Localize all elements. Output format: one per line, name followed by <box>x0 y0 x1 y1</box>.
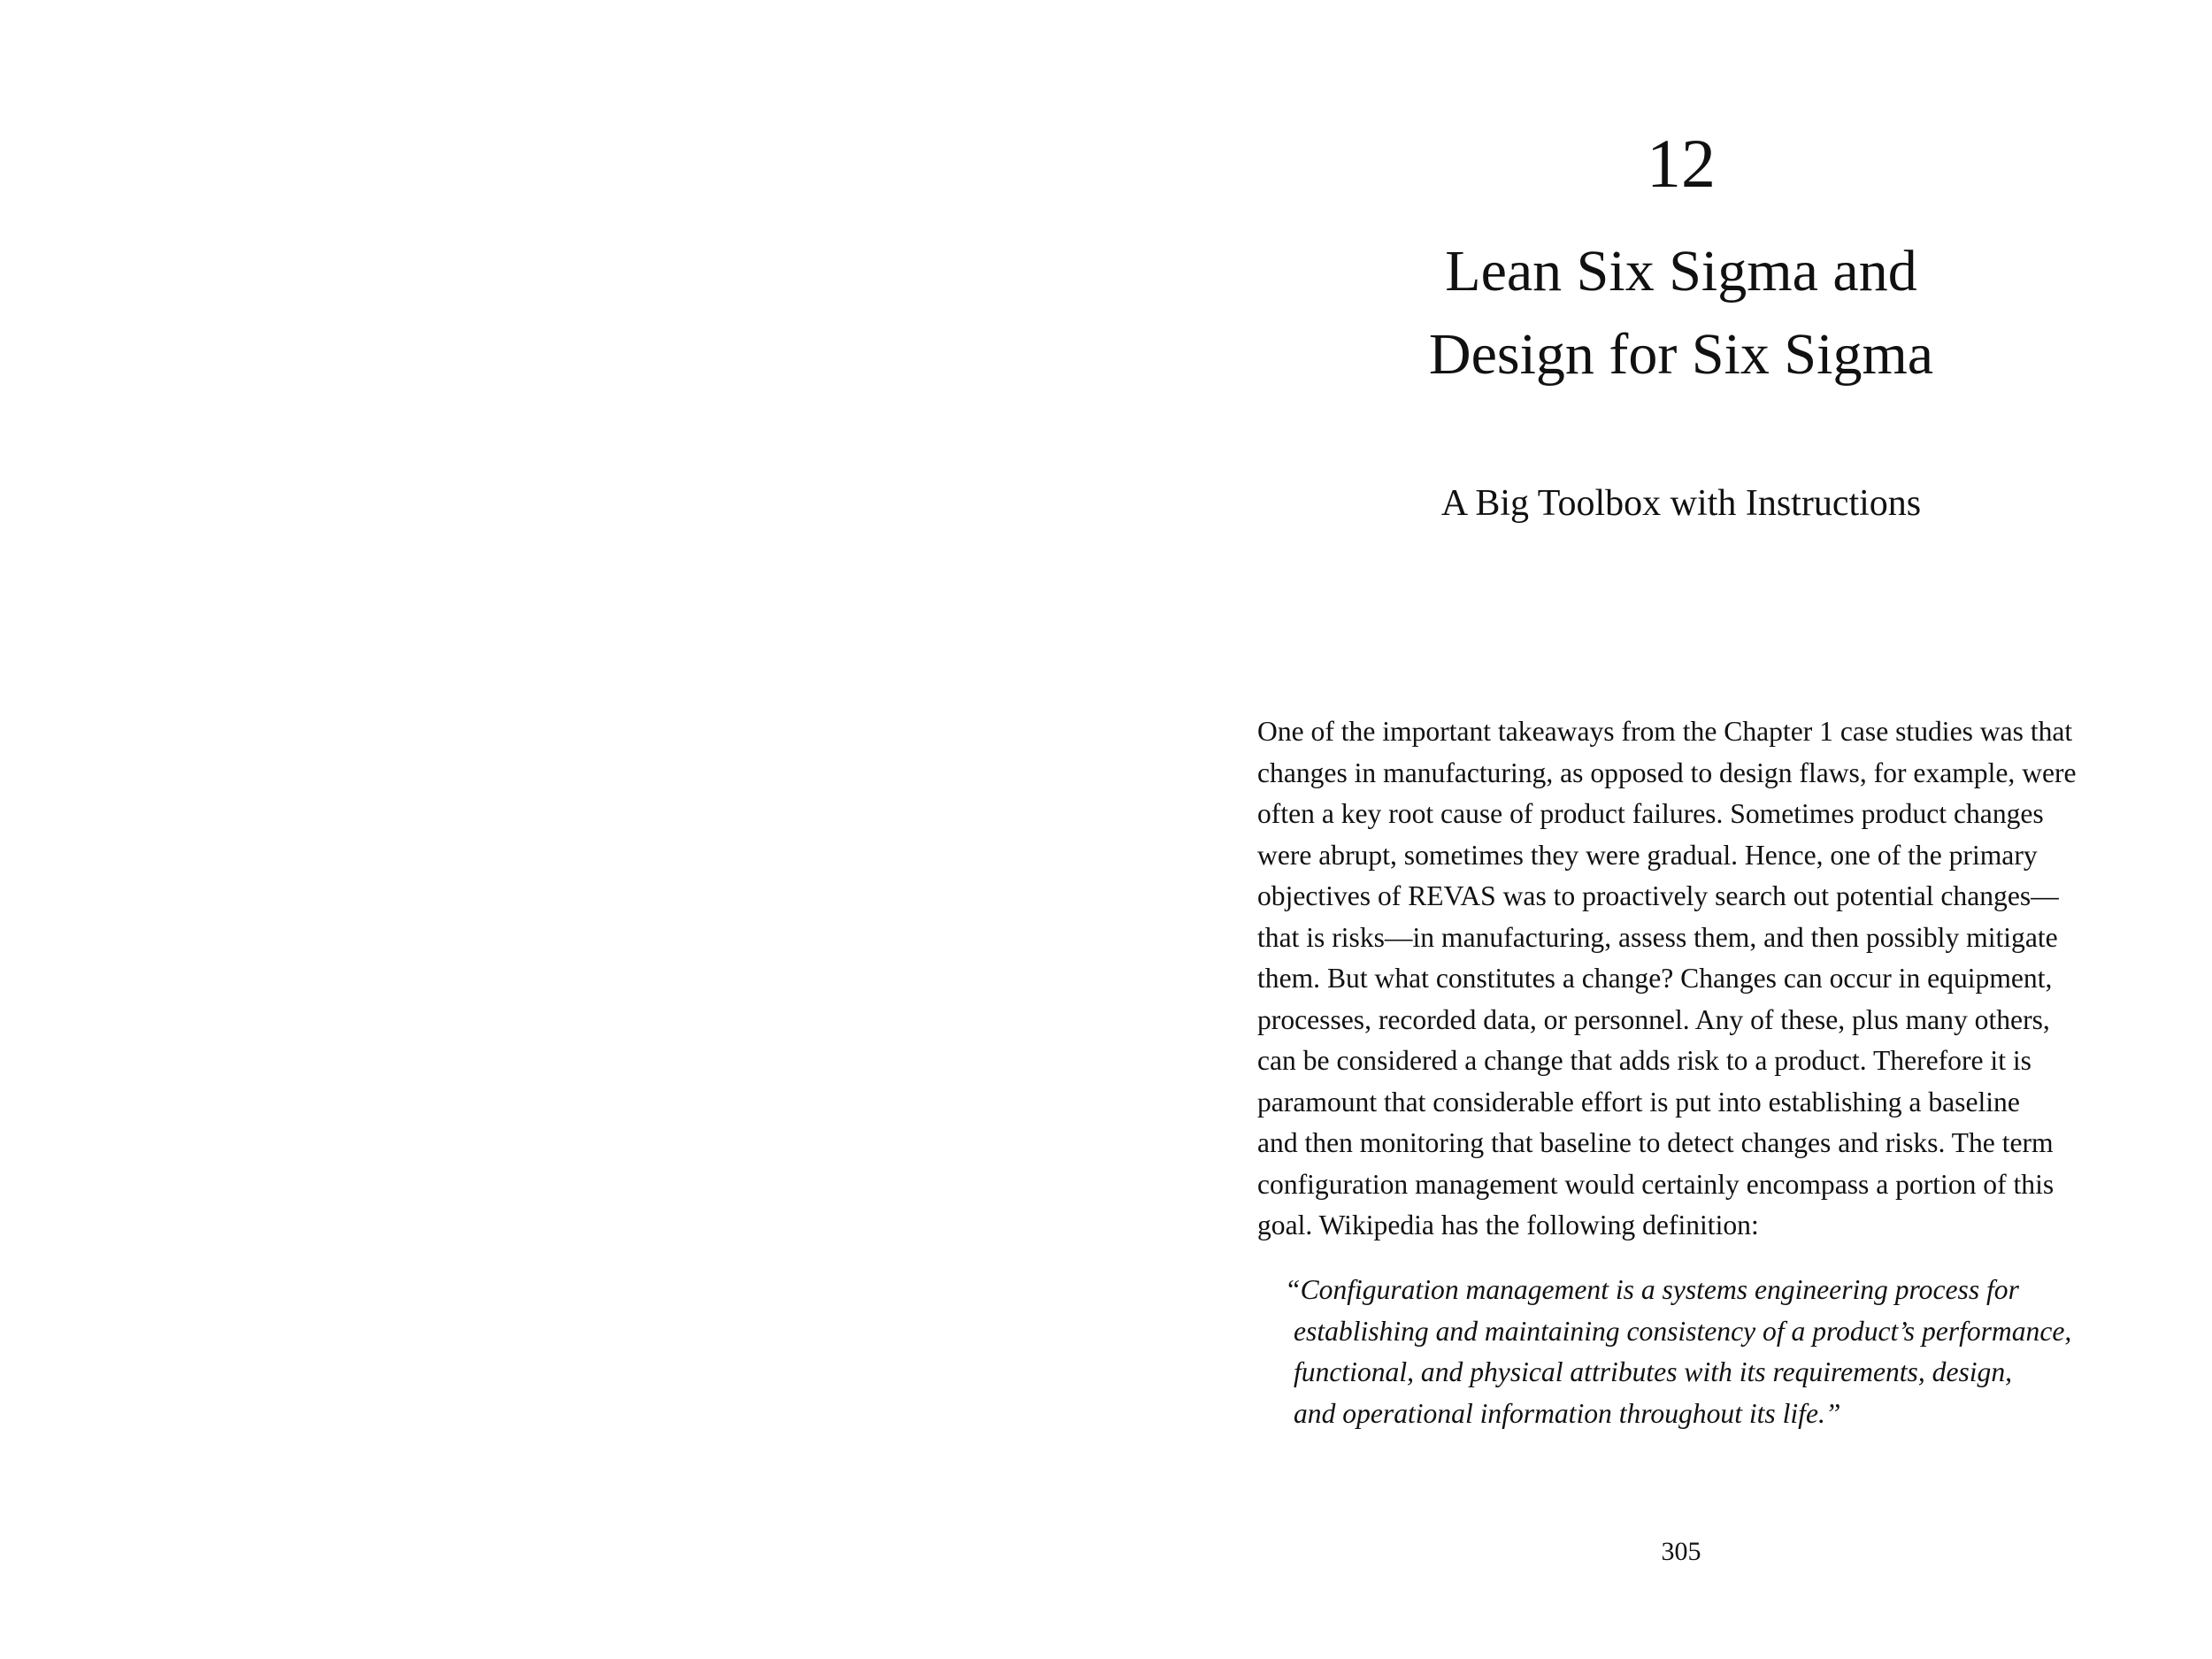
definition-quote <box>1285 1270 2090 1434</box>
body-line: One of the important takeaways from the Chapter 1 case studies was that <box>1257 716 2073 747</box>
quote-line: functional, and physical attributes with its requirements, design, <box>1294 1356 2013 1387</box>
chapter-title-line-2: Design for Six Sigma <box>1428 322 1934 387</box>
body-line: processes, recorded data, or personnel. Any of these, plus many others, <box>1257 1003 2050 1035</box>
quote-line: “Configuration management is a systems engineering process for <box>1285 1274 2019 1305</box>
chapter-title-line-1: Lean Six Sigma and <box>1445 239 1917 303</box>
chapter-subtitle: A Big Toolbox with Instructions <box>1440 483 1922 524</box>
body-line: paramount that considerable effort is put into establishing a baseline <box>1257 1086 2020 1118</box>
quote-line: and operational information throughout its life.” <box>1294 1397 1841 1429</box>
body-line: and then monitoring that baseline to detect changes and risks. The term <box>1257 1127 2054 1158</box>
body-line: were abrupt, sometimes they were gradual. Hence, one of the primary <box>1257 839 2038 871</box>
page-number: 305 <box>1661 1537 1701 1566</box>
body-line: changes in manufacturing, as opposed to design flaws, for example, were <box>1257 757 2077 788</box>
quote-line: establishing and maintaining consistency of a product’s performance, <box>1294 1315 2072 1347</box>
body-line: often a key root cause of product failures. Sometimes product changes <box>1257 798 2044 829</box>
body-line: objectives of REVAS was to proactively search out potential changes— <box>1257 880 2059 911</box>
body-line: can be considered a change that adds risk to a product. Therefore it is <box>1257 1045 2032 1076</box>
body-line: configuration management would certainly encompass a portion of this <box>1257 1168 2055 1200</box>
body-line: that is risks—in manufacturing, assess them, and then possibly mitigate <box>1257 921 2058 953</box>
chapter-number: 12 <box>1647 125 1716 202</box>
chapter-title <box>1283 230 2079 396</box>
body-line: them. But what constitutes a change? Changes can occur in equipment, <box>1257 963 2053 994</box>
body-line: goal. Wikipedia has the following definition: <box>1257 1210 1759 1240</box>
body-paragraph <box>1257 711 2082 1247</box>
